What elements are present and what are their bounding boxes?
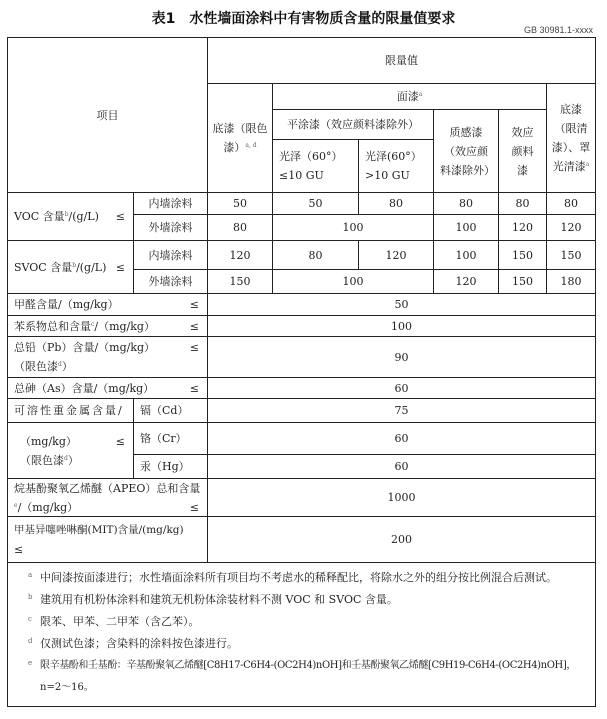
svoc-interior-primer: 120 [207, 240, 273, 270]
svoc-interior-effect: 150 [498, 240, 547, 270]
footnote-a: a 中间漆按面漆进行；水性墙面涂料所有项目均不考虑水的稀释配比，将除水之外的组分按比例混合后测试。 [28, 571, 557, 584]
svoc-interior-texture: 100 [433, 240, 499, 270]
row-svoc-exterior-label: 外墙涂料 [133, 269, 208, 294]
footnote-c: c 限苯、甲苯、二甲苯（含乙苯）。 [28, 615, 200, 628]
row-soluble-label-cont: （mg/kg） ≤ （限色漆$^d$） [7, 422, 134, 479]
formaldehyde-value: 50 [207, 293, 596, 316]
voc-interior-texture: 80 [433, 192, 499, 215]
row-voc-interior-label: 内墙涂料 [133, 192, 208, 215]
header-limit-value [207, 37, 596, 84]
voc-interior-effect: 80 [498, 192, 547, 215]
row-benzene-label: 苯系物总和含量 c /（mg/kg） ≤ [7, 315, 208, 337]
voc-exterior-flat: 100 [272, 214, 434, 241]
row-lead-label: 总铅（Pb）含量/（mg/kg） ≤ （限色漆$^d$） [7, 336, 208, 378]
soluble-cd-value: 75 [207, 398, 596, 423]
svoc-exterior-clear: 180 [546, 269, 596, 294]
row-voc-label: VOC 含量 b /(g/L) ≤ [7, 192, 134, 241]
svoc-exterior-primer: 150 [207, 269, 273, 294]
header-primer [207, 83, 273, 193]
voc-interior-gloss-high: 80 [358, 192, 434, 215]
voc-exterior-primer: 80 [207, 214, 273, 241]
svoc-exterior-effect: 150 [498, 269, 547, 294]
soluble-cr-value: 60 [207, 422, 596, 455]
voc-exterior-effect: 120 [498, 214, 547, 241]
row-apeo-label: 烷基酚聚氧乙烯醚（APEO）总和含量 $^e$/（mg/kg） ≤ [7, 478, 208, 517]
header-clear [546, 83, 596, 193]
soluble-cd-label: 镉（Cd） [133, 398, 208, 423]
header-gloss-low [272, 139, 359, 193]
header-primer-label: 底漆（限色漆）$^{a, d}$ [212, 122, 268, 154]
svoc-interior-clear: 150 [546, 240, 596, 270]
footnote-d: d 仅测试色漆；含染料的涂料按色漆进行。 [28, 637, 238, 650]
limits-table [7, 37, 596, 707]
soluble-cr-label: 铬（Cr） [133, 422, 208, 455]
header-flat-label: 平涂漆（效应颜料漆除外） [287, 118, 419, 131]
footnotes [7, 562, 596, 707]
header-limit-value-label: 限量值 [385, 54, 418, 67]
header-gloss-high [358, 139, 434, 193]
apeo-value: 1000 [207, 478, 596, 517]
arsenic-value: 60 [207, 377, 596, 399]
voc-exterior-clear: 120 [546, 214, 596, 241]
voc-interior-primer: 50 [207, 192, 273, 215]
soluble-hg-value: 60 [207, 454, 596, 479]
row-svoc-label: SVOC 含量 b /(g/L) ≤ [7, 240, 134, 294]
mit-value: 200 [207, 516, 596, 563]
svoc-exterior-flat: 100 [272, 269, 434, 294]
svoc-interior-gloss-low: 80 [272, 240, 359, 270]
row-mit-label: 甲基异噻唑啉酮(MIT)含量/(mg/kg) ≤ [7, 516, 208, 563]
header-topcoat-label: 面漆$^a$ [396, 90, 423, 103]
header-item-label: 项目 [96, 108, 119, 122]
row-svoc-interior-label: 内墙涂料 [133, 240, 208, 270]
svoc-exterior-texture: 120 [433, 269, 499, 294]
voc-exterior-texture: 100 [433, 214, 499, 241]
table-title: 表1 水性墙面涂料中有害物质含量的限量值要求 [151, 11, 456, 27]
standard-number: GB 30981.1-xxxx [523, 25, 593, 35]
voc-interior-gloss-low: 50 [272, 192, 359, 215]
header-clear-label: 底漆（限清漆）、罩光清漆$^a$ [551, 103, 591, 173]
footnote-b: b 建筑用有机粉体涂料和建筑无机粉体涂装材料不测 VOC 和 SVOC 含量。 [28, 593, 398, 606]
header-effect [498, 109, 547, 193]
header-effect-label: 效应颜料漆 [511, 125, 534, 177]
lead-value: 90 [207, 336, 596, 378]
header-topcoat [272, 83, 547, 110]
row-formaldehyde-label: 甲醛含量/（mg/kg） ≤ [7, 293, 208, 316]
row-voc-exterior-label: 外墙涂料 [133, 214, 208, 241]
soluble-hg-label: 汞（Hg） [133, 454, 208, 479]
svoc-interior-gloss-high: 120 [358, 240, 434, 270]
footnote-e: e 限辛基酚和壬基酚：辛基酚聚氧乙烯醚[C8H17-C6H4-(OC2H4)nOH]和壬基酚聚氧乙烯醚[C9H19-C6H4-(OC2H4)nOH]， n=2～16。 [28, 659, 576, 693]
header-texture [433, 109, 499, 193]
row-arsenic-label: 总砷（As）含量/（mg/kg） ≤ [7, 377, 208, 399]
header-flat [272, 109, 434, 140]
header-gloss-low-label: 光泽（60°）≤10 GU [279, 150, 343, 182]
benzene-value: 100 [207, 315, 596, 337]
header-gloss-high-label: 光泽(60°）>10 GU [365, 150, 422, 182]
header-texture-label: 质感漆（效应颜料漆除外） [440, 125, 495, 177]
header-item [7, 37, 208, 193]
voc-interior-clear: 80 [546, 192, 596, 215]
row-soluble-label: 可溶性重金属含量/ [7, 398, 134, 423]
